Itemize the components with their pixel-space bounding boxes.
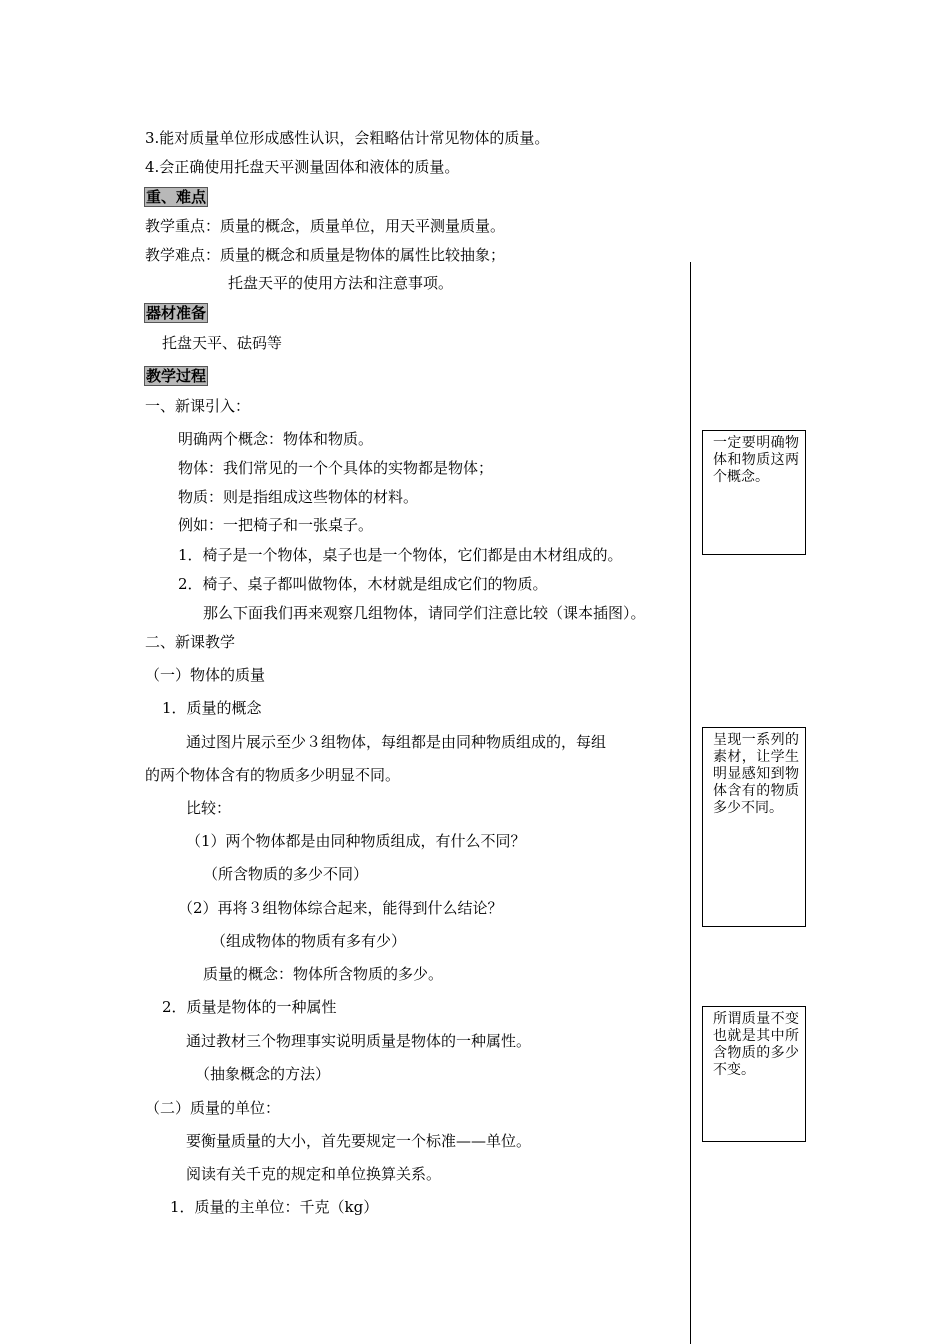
subsection-title: （一）物体的质量 bbox=[145, 666, 266, 684]
item-title: 1．质量的主单位：千克（kg） bbox=[170, 1198, 379, 1216]
paragraph-line: （所含物质的多少不同） bbox=[203, 865, 369, 883]
section-teaching-title: 二、新课教学 bbox=[145, 633, 236, 651]
section-intro-title: 一、新课引入： bbox=[145, 397, 251, 415]
paragraph-line: 明确两个概念：物体和物质。 bbox=[178, 430, 374, 448]
paragraph-line: 例如：一把椅子和一张桌子。 bbox=[178, 516, 374, 534]
margin-note: 所谓质量不变也就是其中所含物质的多少不变。 bbox=[702, 1006, 806, 1142]
paragraph-line: （抽象概念的方法） bbox=[195, 1065, 331, 1083]
paragraph-line: 物质：则是指组成这些物体的材料。 bbox=[178, 488, 419, 506]
paragraph-line: 2．椅子、桌子都叫做物体，木材就是组成它们的物质。 bbox=[178, 575, 548, 593]
paragraph-line: 那么下面我们再来观察几组物体，请同学们注意比较（课本插图）。 bbox=[203, 604, 646, 622]
teaching-difficulty-continued: 托盘天平的使用方法和注意事项。 bbox=[228, 274, 454, 292]
section-heading-equipment: 器材准备 bbox=[146, 304, 207, 322]
subsection-title: （二）质量的单位： bbox=[145, 1099, 281, 1117]
item-title: 1．质量的概念 bbox=[162, 699, 262, 717]
item-title: 2．质量是物体的一种属性 bbox=[162, 998, 337, 1016]
paragraph-line: （1）两个物体都是由同种物质组成，有什么不同？ bbox=[186, 832, 526, 850]
paragraph-line: 比较： bbox=[186, 799, 232, 817]
section-heading-process: 教学过程 bbox=[146, 367, 207, 385]
objective-4: 4.会正确使用托盘天平测量固体和液体的质量。 bbox=[145, 158, 460, 176]
paragraph-line: 质量的概念：物体所含物质的多少。 bbox=[203, 965, 444, 983]
paragraph-line: 通过图片展示至少３组物体，每组都是由同种物质组成的，每组 bbox=[186, 733, 607, 751]
equipment-list: 托盘天平、砝码等 bbox=[162, 334, 283, 352]
paragraph-line: 通过教材三个物理事实说明质量是物体的一种属性。 bbox=[186, 1032, 532, 1050]
objective-3: 3.能对质量单位形成感性认识，会粗略估计常见物体的质量。 bbox=[145, 129, 550, 147]
section-heading-key-points: 重、难点 bbox=[146, 188, 207, 206]
paragraph-line: （2）再将３组物体综合起来，能得到什么结论？ bbox=[178, 899, 503, 917]
paragraph-line: （组成物体的物质有多有少） bbox=[211, 932, 407, 950]
paragraph-line: 1．椅子是一个物体，桌子也是一个物体，它们都是由木材组成的。 bbox=[178, 546, 623, 564]
margin-note: 呈现一系列的素材，让学生明显感知到物体含有的物质多少不同。 bbox=[702, 727, 806, 927]
margin-note: 一定要明确物体和物质这两个概念。 bbox=[702, 430, 806, 555]
paragraph-line: 物体：我们常见的一个个具体的实物都是物体； bbox=[178, 459, 494, 477]
paragraph-line: 的两个物体含有的物质多少明显不同。 bbox=[145, 766, 401, 784]
teaching-focus: 教学重点：质量的概念，质量单位，用天平测量质量。 bbox=[145, 217, 506, 235]
paragraph-line: 阅读有关千克的规定和单位换算关系。 bbox=[186, 1165, 442, 1183]
column-divider bbox=[690, 262, 691, 1344]
paragraph-line: 要衡量质量的大小，首先要规定一个标准——单位。 bbox=[186, 1132, 532, 1150]
teaching-difficulty: 教学难点：质量的概念和质量是物体的属性比较抽象； bbox=[145, 246, 506, 264]
